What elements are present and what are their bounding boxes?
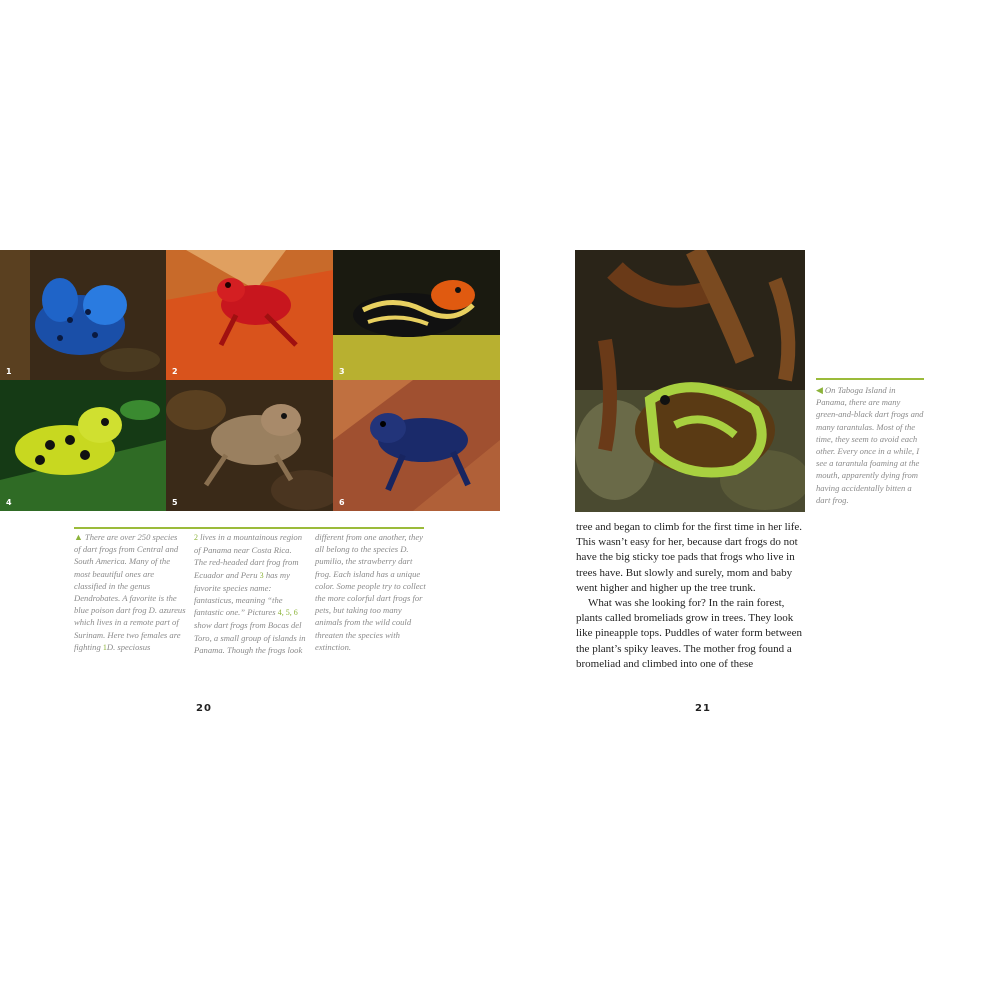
photo-yellow-green-frog bbox=[0, 380, 166, 511]
caption-text-2c: show dart frogs from Bocas del Toro, a small group of islands in Panama. Though the frogs look bbox=[194, 620, 306, 655]
caption-text-2: lives in a mountainous region of Panama near Costa Rica. The red-headed dart frog from Ecuador and Peru bbox=[194, 532, 303, 580]
photo-ref-icon: 3 bbox=[259, 570, 264, 580]
photo-red-frog bbox=[166, 250, 333, 380]
photo-number: 6 bbox=[339, 498, 345, 507]
photo-number: 1 bbox=[6, 367, 12, 376]
caption-column-2 bbox=[194, 531, 306, 656]
photo-tarantula-and-frog bbox=[575, 250, 805, 512]
paragraph-2: What was she looking for? In the rain forest, plants called bromeliads grow in trees. They look like pineapple tops. Puddles of water form between the plant’s spiky leaves. The mother frog found a bromeliad and climbed into one of these bbox=[576, 597, 803, 670]
caption-text-1: There are over 250 species of dart frogs from Central and South America. Many of the most beautiful ones are classified in the genus Dendrobates. A favorite is the blue poison dart frog D. azureus which lives in a remote part of Surinam. Here two females are fighting bbox=[74, 532, 186, 652]
photo-number: 2 bbox=[172, 367, 178, 376]
photo-blue-dart-frogs bbox=[0, 250, 166, 380]
photo-number: 5 bbox=[172, 498, 178, 507]
caption-rule bbox=[74, 527, 424, 529]
photo-ref-icon: 1 bbox=[102, 642, 107, 652]
photo-dark-blue-frog bbox=[333, 380, 500, 511]
photo-number: 3 bbox=[339, 367, 345, 376]
side-caption-rule bbox=[816, 378, 924, 380]
photo-caption bbox=[74, 531, 434, 671]
caption-text-3: different from one another, they all belong to the species D. pumilio, the strawberry dart frog. Each island has a unique color. Some people try to collect the more colorful dart frogs for pets, but taking too many animals from the wild could threaten the species with extinction. bbox=[315, 532, 426, 652]
photo-ref-icons: 4, 5, 6 bbox=[277, 608, 298, 618]
page-number-right: 21 bbox=[695, 703, 711, 714]
side-caption-text: On Taboga Island in Panama, there are many green-and-black dart frogs and many tarantulas. Most of the time, they seem to avoid each other. Every once in a while, I see a tarantula foaming at the mouth, apparently dying from having accidentally bitten a dart frog. bbox=[816, 385, 924, 505]
photo-number: 4 bbox=[6, 498, 12, 507]
photo-striped-frog bbox=[333, 250, 500, 380]
caption-column-1 bbox=[74, 531, 186, 654]
body-text bbox=[576, 520, 808, 672]
paragraph-1: tree and began to climb for the first time in her life. This wasn’t easy for her, because dart frogs do not have the big sticky toe pads that frogs who live in trees have. But slowly and surely, mom and baby went higher and higher up the tree trunk. bbox=[576, 521, 803, 594]
arrow-left-icon: ◀ bbox=[816, 385, 823, 395]
page-number-left: 20 bbox=[196, 703, 212, 714]
side-caption bbox=[816, 384, 924, 506]
arrow-up-icon: ▲ bbox=[74, 532, 83, 542]
photo-ref-icon: 2 bbox=[194, 533, 198, 542]
frog-photo-grid bbox=[0, 250, 500, 511]
photo-brown-frog bbox=[166, 380, 333, 511]
caption-text-2b: has my favorite species name: fantasticus, meaning “the fantastic one.” Pictures bbox=[194, 569, 290, 618]
caption-text-1-tail: D. speciosus bbox=[106, 641, 151, 652]
caption-column-3 bbox=[315, 531, 427, 653]
